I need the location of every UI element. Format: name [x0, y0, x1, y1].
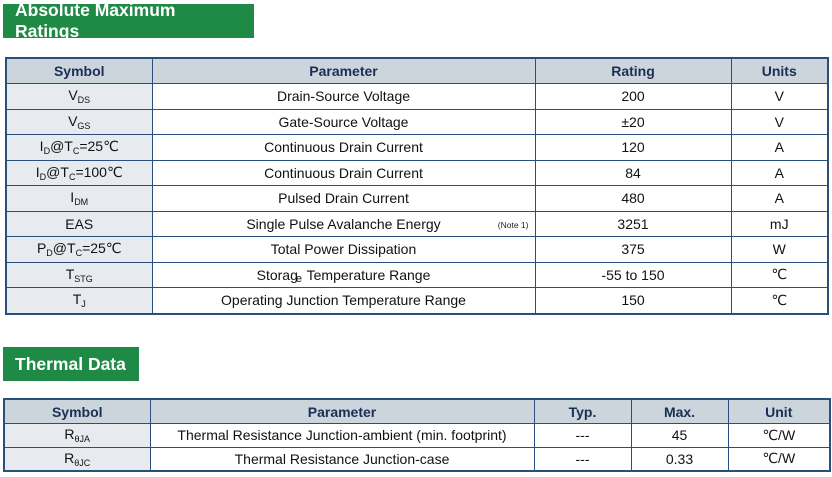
thermal-data-title: Thermal Data — [3, 347, 139, 381]
parameter-cell: Continuous Drain Current — [152, 135, 535, 161]
parameter-cell: Total Power Dissipation — [152, 237, 535, 263]
rating-cell: 84 — [535, 160, 731, 186]
header-symbol: Symbol — [4, 399, 150, 424]
unit-cell: W — [731, 237, 828, 263]
unit-cell: V — [731, 84, 828, 110]
unit-cell: ℃/W — [728, 424, 830, 448]
table-row — [4, 447, 830, 471]
rating-cell: -55 to 150 — [535, 262, 731, 288]
symbol-cell: $P_D@T_C=25℃$ — [6, 237, 152, 263]
header-rating: Rating — [535, 58, 731, 84]
table-row — [6, 84, 828, 110]
symbol-cell: $R_{\theta JA}$ — [4, 424, 150, 448]
parameter-cell: Pulsed Drain Current — [152, 186, 535, 212]
parameter-cell: Single Pulse Avalanche Energy (Note 1) — [152, 211, 535, 237]
header-max: Max. — [631, 399, 728, 424]
unit-cell: A — [731, 135, 828, 161]
header-parameter: Parameter — [152, 58, 535, 84]
max-cell: 45 — [631, 424, 728, 448]
parameter-cell: Thermal Resistance Junction-ambient (min. footprint) — [150, 424, 534, 448]
typ-cell: --- — [534, 447, 631, 471]
table-row — [6, 288, 828, 314]
rating-cell: 375 — [535, 237, 731, 263]
header-typ: Typ. — [534, 399, 631, 424]
symbol-cell: $T_{STG}$ — [6, 262, 152, 288]
rating-cell: 150 — [535, 288, 731, 314]
typ-cell: --- — [534, 424, 631, 448]
parameter-cell: Drain-Source Voltage — [152, 84, 535, 110]
table-row — [4, 424, 830, 448]
table-row — [6, 262, 828, 288]
rating-cell: 3251 — [535, 211, 731, 237]
parameter-cell: Thermal Resistance Junction-case — [150, 447, 534, 471]
absolute-max-ratings-title: Absolute Maximum Ratings — [3, 4, 254, 38]
unit-cell: ℃ — [731, 288, 828, 314]
unit-cell: ℃/W — [728, 447, 830, 471]
symbol-cell: $T_J$ — [6, 288, 152, 314]
unit-cell: mJ — [731, 211, 828, 237]
symbol-cell: $R_{\theta JC}$ — [4, 447, 150, 471]
symbol-cell: $V_{GS}$ — [6, 109, 152, 135]
table-row — [6, 237, 828, 263]
absolute-max-ratings-table — [5, 57, 829, 315]
table-header-row — [6, 58, 828, 84]
parameter-cell: Storage Temperature Range — [152, 262, 535, 288]
rating-cell: 120 — [535, 135, 731, 161]
symbol-cell: $I_D@T_C=100℃$ — [6, 160, 152, 186]
header-unit: Unit — [728, 399, 830, 424]
rating-cell: 200 — [535, 84, 731, 110]
header-parameter: Parameter — [150, 399, 534, 424]
unit-cell: A — [731, 186, 828, 212]
table-row — [6, 109, 828, 135]
rating-cell: ±20 — [535, 109, 731, 135]
parameter-cell: Continuous Drain Current — [152, 160, 535, 186]
unit-cell: A — [731, 160, 828, 186]
thermal-data-table — [3, 398, 831, 472]
header-units: Units — [731, 58, 828, 84]
parameter-cell: Operating Junction Temperature Range — [152, 288, 535, 314]
table-row — [6, 160, 828, 186]
unit-cell: V — [731, 109, 828, 135]
header-symbol: Symbol — [6, 58, 152, 84]
symbol-cell: EAS — [6, 211, 152, 237]
symbol-cell: $I_D@T_C=25℃$ — [6, 135, 152, 161]
unit-cell: ℃ — [731, 262, 828, 288]
table-row — [6, 135, 828, 161]
symbol-cell: $V_{DS}$ — [6, 84, 152, 110]
table-row — [6, 186, 828, 212]
note-reference: (Note 1) — [497, 219, 529, 230]
table-header-row — [4, 399, 830, 424]
symbol-cell: $I_{DM}$ — [6, 186, 152, 212]
parameter-cell: Gate-Source Voltage — [152, 109, 535, 135]
rating-cell: 480 — [535, 186, 731, 212]
max-cell: 0.33 — [631, 447, 728, 471]
table-row — [6, 211, 828, 237]
